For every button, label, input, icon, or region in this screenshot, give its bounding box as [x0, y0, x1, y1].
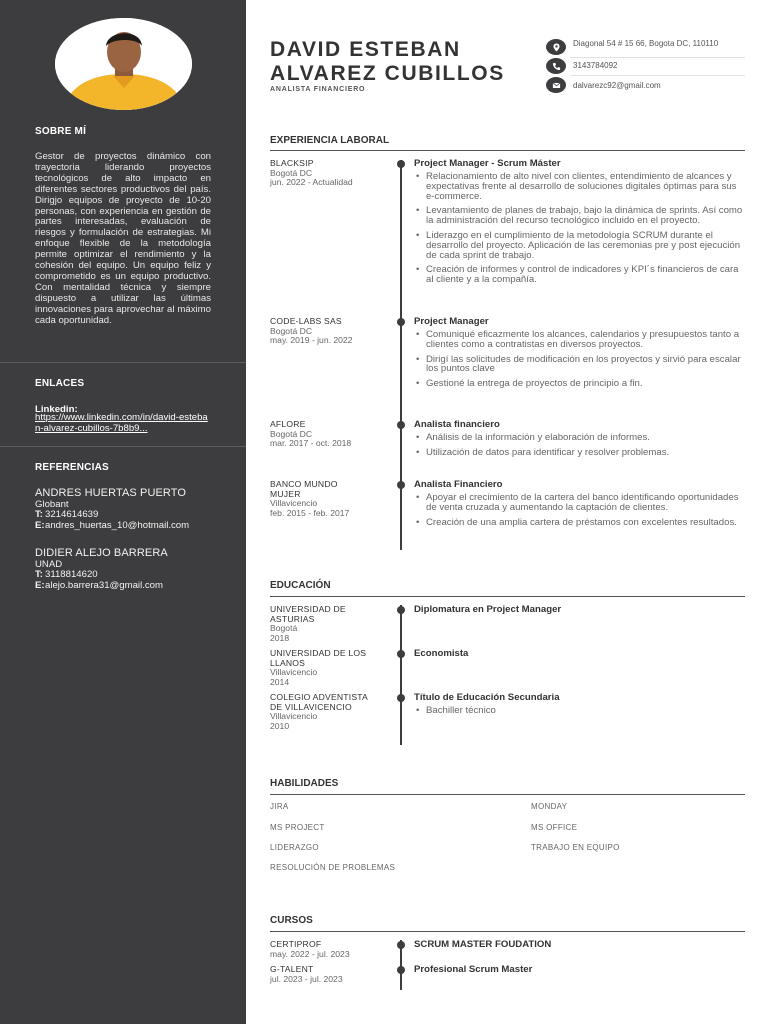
- experience-entry-info: [270, 317, 388, 346]
- timeline-dot: [397, 160, 405, 168]
- reference-email-value[interactable]: andres_huertas_10@hotmail.com: [45, 519, 190, 531]
- name-line-1: DAVID ESTEBAN: [270, 38, 461, 61]
- skill-item: LIDERAZGO: [270, 843, 319, 852]
- education-timeline: [400, 605, 402, 745]
- degree-name: Diplomatura en Project Manager: [414, 604, 562, 615]
- job-dates: may. 2019 - jun. 2022: [270, 335, 353, 346]
- company-location: Villavicencio: [270, 498, 318, 509]
- job-bullet: • Utilización de datos para identificar y resolver problemas.: [414, 448, 745, 458]
- job-bullet: • Creación de informes y control de indicadores y KPI´s financieros de cara al cliente y a la compañía.: [414, 265, 745, 285]
- references-section: [0, 462, 246, 473]
- reference-email-value[interactable]: alejo.barrera31@gmail.com: [45, 579, 163, 591]
- phone-label: T:: [35, 509, 43, 520]
- company-name: AFLORE: [270, 419, 306, 429]
- education-entry-info: [270, 605, 388, 644]
- about-section: [0, 126, 246, 137]
- timeline-dot: [397, 966, 405, 974]
- reference-phone: [35, 570, 215, 581]
- section-rule: [270, 794, 745, 795]
- company-location: Bogotá DC: [270, 428, 313, 439]
- company-name: CODE-LABS SAS: [270, 316, 342, 326]
- timeline-dot: [397, 318, 405, 326]
- timeline-dot: [397, 421, 405, 429]
- education-bullets: [414, 706, 745, 716]
- company-name: BANCO MUNDO MUJER: [270, 479, 338, 499]
- skills-title: HABILIDADES: [270, 778, 339, 789]
- job-bullets: [414, 433, 745, 458]
- institution-name: UNIVERSIDAD DE LOS LLANOS: [270, 648, 367, 668]
- institution-location: Villavicencio: [270, 667, 318, 678]
- job-bullets: [414, 330, 745, 389]
- courses-title: CURSOS: [270, 915, 313, 926]
- reference-item: [35, 487, 215, 531]
- profile-photo-image: [55, 18, 192, 110]
- timeline-dot: [397, 694, 405, 702]
- job-bullets: [414, 493, 745, 527]
- job-dates: jun. 2022 - Actualidad: [270, 177, 353, 188]
- reference-company: UNAD: [35, 559, 63, 570]
- job-position: Analista financiero: [414, 419, 500, 430]
- education-entry-detail: [414, 692, 745, 721]
- experience-timeline: [400, 160, 402, 550]
- job-position: Project Manager - Scrum Máster: [414, 158, 561, 169]
- section-rule: [270, 931, 745, 932]
- experience-entry-info: [270, 159, 388, 188]
- education-title: EDUCACIÓN: [270, 580, 331, 591]
- experience-entry-info: [270, 480, 388, 519]
- degree-name: Economista: [414, 648, 469, 659]
- job-bullet: • Levantamiento de planes de trabajo, bajo la dinámica de sprints. Así como la administración del recurso tecnológico incluido en el proyecto.: [414, 206, 745, 226]
- experience-title: EXPERIENCIA LABORAL: [270, 135, 390, 146]
- timeline-dot: [397, 481, 405, 489]
- education-entry-detail: [414, 604, 745, 615]
- section-rule: [270, 596, 745, 597]
- job-bullet: • Dirigí las solicitudes de modificación en los proyectos y sirvió para escalar los puntos clave: [414, 355, 745, 375]
- reference-name: DIDIER ALEJO BARRERA: [35, 547, 168, 559]
- location-icon: [546, 39, 566, 55]
- institution-name: UNIVERSIDAD DE ASTURIAS: [270, 604, 346, 624]
- education-year: 2014: [270, 677, 290, 688]
- phone-label: T:: [35, 569, 43, 580]
- profile-photo: [55, 18, 192, 110]
- course-entry-detail: [414, 939, 745, 950]
- contact-address: [546, 39, 746, 55]
- reference-name: ANDRES HUERTAS PUERTO: [35, 487, 187, 499]
- skill-item: TRABAJO EN EQUIPO: [531, 843, 620, 852]
- education-year: 2018: [270, 633, 290, 644]
- job-role: ANALISTA FINANCIERO: [270, 86, 366, 93]
- course-name: SCRUM MASTER FOUDATION: [414, 939, 552, 950]
- about-title: SOBRE MÍ: [35, 126, 87, 137]
- course-entry-detail: [414, 964, 745, 975]
- skill-item: MS OFFICE: [531, 823, 578, 832]
- company-name: BLACKSIP: [270, 158, 314, 168]
- about-text: Gestor de proyectos dinámico con trayectoria liderando proyectos tecnológicos de alto impacto en diferentes sectores productivos del país. Dirigjo equipos de proyecto de 10-20 personas, con experiencia en gestión de partes interesadas, evaluación de riesgos y formulación de estrategias. Mi enfoque flexible de la metodología permite optimizar el rendimiento y la cohesión del equipo. Un equipo feliz y comprometido es un equipo productivo. Con mentalidad técnica y siempre dispuesto a utilizar las últimas innovaciones para aprovechar al máximo cada oportunidad.: [35, 151, 211, 326]
- company-location: Bogotá DC: [270, 167, 313, 178]
- name-line-2: ALVAREZ CUBILLOS: [270, 62, 505, 85]
- experience-entry-detail: [414, 479, 745, 532]
- linkedin-link[interactable]: https://www.linkedin.com/in/david-esteban-alvarez-cubillos-7b8b9...: [35, 412, 208, 434]
- job-position: Analista Financiero: [414, 479, 503, 490]
- course-provider: G-TALENT: [270, 964, 314, 974]
- skill-item: JIRA: [270, 802, 289, 811]
- phone-text: 3143784092: [573, 61, 618, 70]
- contact-phone: [546, 58, 746, 74]
- email-icon: [546, 77, 566, 93]
- job-bullet: • Comuniqué eficazmente los alcances, calendarios y presupuestos tanto a clientes como a contratistas en diversos proyectos.: [414, 330, 745, 350]
- education-entry-info: [270, 649, 388, 688]
- timeline-dot: [397, 650, 405, 658]
- institution-name: COLEGIO ADVENTISTA DE VILLAVICENCIO: [270, 692, 368, 712]
- links-section: [0, 378, 246, 389]
- address-text: Diagonal 54 # 15 66, Bogota DC, 110110: [573, 39, 719, 48]
- links-title: ENLACES: [35, 378, 85, 389]
- email-label: E:: [35, 519, 45, 531]
- education-entry-info: [270, 693, 388, 732]
- institution-location: Villavicencio: [270, 711, 318, 722]
- experience-entry-detail: [414, 158, 745, 290]
- reference-phone-value: 3118814620: [45, 569, 98, 580]
- section-rule: [270, 150, 745, 151]
- reference-phone-value: 3214614639: [45, 509, 99, 520]
- email-label: E:: [35, 579, 45, 591]
- experience-entry-detail: [414, 419, 745, 463]
- contact-divider: [570, 75, 745, 76]
- course-entry-info: [270, 965, 388, 984]
- job-bullet: • Relacionamiento de alto nivel con clientes, entendimiento de alcances y expectativas frente al desarrollo de soluciones digitales óptimas para sus e-commerce.: [414, 172, 745, 201]
- sidebar: [0, 0, 246, 1024]
- phone-icon: [546, 58, 566, 74]
- course-entry-info: [270, 940, 388, 959]
- references-title: REFERENCIAS: [35, 462, 109, 473]
- linkedin-label: Linkedin:: [35, 404, 78, 415]
- job-position: Project Manager: [414, 316, 489, 327]
- course-provider: CERTIPROF: [270, 939, 322, 949]
- full-name: [270, 38, 505, 86]
- institution-location: Bogotá: [270, 623, 298, 634]
- skill-item: MONDAY: [531, 802, 568, 811]
- contact-email: [546, 77, 746, 93]
- course-dates: may. 2022 - jul. 2023: [270, 948, 350, 959]
- reference-phone: [35, 510, 215, 521]
- company-location: Bogotá DC: [270, 325, 313, 336]
- sidebar-divider: [0, 446, 246, 447]
- job-bullet: • Apoyar el crecimiento de la cartera del banco identificando oportunidades de venta cruzada y aumentando la captación de clientes.: [414, 493, 745, 513]
- timeline-dot: [397, 606, 405, 614]
- course-name: Profesional Scrum Master: [414, 964, 533, 975]
- email-text[interactable]: dalvarezc92@gmail.com: [573, 81, 661, 90]
- timeline-dot: [397, 941, 405, 949]
- education-year: 2010: [270, 721, 290, 732]
- reference-email: [35, 581, 215, 592]
- experience-entry-info: [270, 420, 388, 449]
- job-bullet: • Análisis de la información y elaboración de informes.: [414, 433, 745, 443]
- reference-company: Globant: [35, 499, 69, 510]
- experience-entry-detail: [414, 316, 745, 394]
- job-bullet: • Creación de una amplia cartera de préstamos con excelentes resultados.: [414, 518, 745, 528]
- job-dates: feb. 2015 - feb. 2017: [270, 508, 350, 519]
- sidebar-divider: [0, 362, 246, 363]
- skill-item: RESOLUCIÓN DE PROBLEMAS: [270, 863, 396, 872]
- reference-item: [35, 547, 215, 591]
- job-bullets: [414, 172, 745, 285]
- education-entry-detail: [414, 648, 745, 659]
- degree-name: Título de Educación Secundaria: [414, 692, 560, 703]
- job-dates: mar. 2017 - oct. 2018: [270, 438, 352, 449]
- reference-email: [35, 521, 215, 532]
- job-bullet: • Gestioné la entrega de proyectos de principio a fin.: [414, 379, 745, 389]
- job-bullet: • Liderazgo en el cumplimiento de la metodología SCRUM durante el desarrollo del proyecto. Aplicación de las ceremonias pre y post ejecución de cada sprint de trabajo.: [414, 231, 745, 260]
- education-bullet: • Bachiller técnico: [414, 706, 745, 716]
- course-dates: jul. 2023 - jul. 2023: [270, 973, 343, 984]
- skill-item: MS PROJECT: [270, 823, 325, 832]
